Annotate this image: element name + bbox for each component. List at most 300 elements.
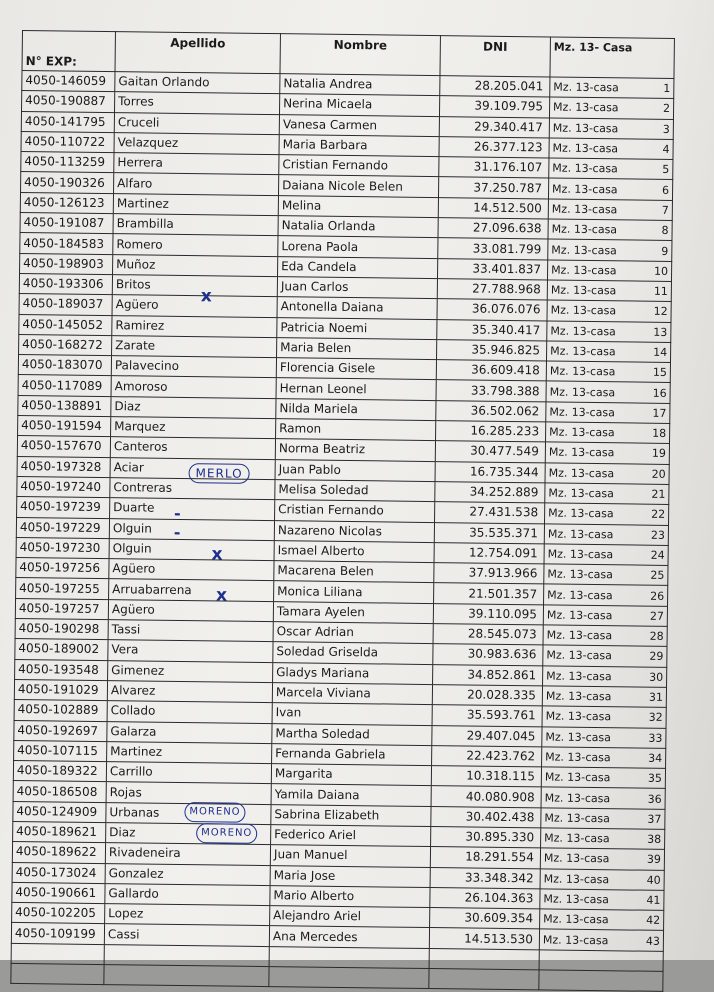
handwritten-x-mark: x (215, 585, 228, 606)
casa-number: 18 (652, 426, 667, 441)
cell-nombre: Sabrina Elizabeth (271, 804, 431, 826)
cell-nombre: Maria Belen (277, 337, 437, 359)
cell-exp: 4050-117089 (18, 375, 111, 396)
cell-manzana-casa (543, 666, 667, 688)
manzana-label: Mz. 13-casa (552, 141, 619, 156)
manzana-label: Mz. 13-casa (546, 628, 613, 643)
casa-number: 2 (663, 102, 671, 116)
manzana-label: Mz. 13-casa (549, 385, 616, 399)
manzana-label: Mz. 13-casa (544, 790, 611, 805)
header-apellido: Apellido (115, 32, 280, 74)
casa-number: 28 (649, 629, 664, 644)
cell-exp: 4050-124909 (13, 801, 106, 822)
cell-manzana-casa (547, 320, 671, 342)
cell-apellido: Urbanas (106, 802, 271, 824)
cell-dni: 36.609.418 (436, 360, 546, 382)
manzana-label: Mz. 13-casa (553, 80, 619, 95)
handwritten-dash-mark: - (173, 522, 181, 542)
cell-nombre: Cristian Fernando (279, 155, 439, 177)
cell-exp: 4050-189622 (12, 842, 105, 863)
cell-manzana-casa (550, 77, 674, 99)
cell-manzana-casa (542, 706, 666, 728)
cell-apellido: Vera (108, 640, 273, 662)
cell-dni: 30.477.549 (435, 441, 545, 463)
cell-apellido: Martinez (107, 741, 272, 763)
manzana-label: Mz. 13-casa (543, 872, 610, 886)
cell-dni: 18.291.554 (430, 847, 540, 869)
manzana-label: Mz. 13-casa (543, 912, 609, 927)
manzana-label: Mz. 13-casa (548, 445, 615, 460)
cell-apellido: Gonzalez (105, 863, 270, 885)
cell-dni: 30.983.636 (433, 644, 543, 666)
cell-dni: 28.545.073 (433, 624, 543, 646)
empty-cell (429, 969, 539, 991)
casa-number: 34 (648, 751, 663, 765)
manzana-label: Mz. 13-casa (551, 242, 617, 257)
cell-exp: 4050-102205 (12, 903, 105, 924)
cell-exp: 4050-102889 (14, 700, 107, 721)
cell-apellido: Contreras (110, 478, 275, 500)
cell-nombre: Daiana Nicole Belen (278, 175, 438, 197)
cell-apellido: Palavecino (111, 356, 276, 378)
cell-apellido: Marquez (111, 417, 276, 439)
cell-nombre: Marcela Viviana (272, 683, 432, 705)
cell-nombre: Cristian Fernando (275, 500, 435, 522)
cell-nombre: Fernanda Gabriela (272, 743, 432, 765)
casa-number: 17 (652, 406, 667, 420)
cell-dni: 29.407.045 (432, 725, 542, 747)
empty-cell (11, 943, 104, 964)
cell-dni: 35.593.761 (432, 705, 542, 727)
cell-apellido: Olguin (109, 518, 274, 540)
cell-apellido: Collado (107, 701, 272, 723)
header-dni: DNI (440, 36, 550, 77)
casa-number: 24 (650, 548, 665, 562)
casa-number: 19 (651, 447, 666, 461)
cell-dni: 30.609.354 (430, 908, 540, 930)
cell-apellido: Gimenez (108, 660, 273, 682)
cell-manzana-casa (547, 280, 671, 302)
cell-exp: 4050-197230 (16, 537, 109, 558)
cell-exp: 4050-145052 (19, 314, 112, 335)
cell-dni: 10.318.115 (431, 766, 541, 788)
cell-exp: 4050-157670 (17, 436, 110, 457)
cell-exp: 4050-173024 (12, 862, 105, 883)
casa-number: 4 (662, 142, 670, 156)
cell-nombre: Yamila Daiana (271, 784, 431, 806)
cell-apellido: Diaz (111, 396, 276, 418)
cell-exp: 4050-197255 (16, 578, 109, 599)
cell-manzana-casa (545, 483, 669, 505)
manzana-label: Mz. 13-casa (543, 892, 609, 907)
empty-cell (539, 970, 663, 992)
casa-number: 1 (663, 81, 671, 96)
cell-manzana-casa (544, 564, 668, 586)
manzana-label: Mz. 13-casa (551, 222, 618, 237)
cell-dni: 26.104.363 (430, 887, 540, 909)
manzana-label: Mz. 13-casa (547, 547, 614, 562)
cell-exp: 4050-184583 (20, 233, 113, 254)
cell-exp: 4050-193548 (15, 659, 108, 680)
empty-cell (269, 946, 429, 968)
casa-number: 35 (647, 771, 662, 786)
cell-exp: 4050-197256 (16, 558, 109, 579)
cell-nombre: Maria Jose (270, 865, 430, 887)
casa-number: 40 (646, 873, 661, 887)
cell-apellido: Galarza (107, 721, 272, 743)
cell-exp: 4050-198903 (20, 253, 113, 274)
manzana-label: Mz. 13-casa (546, 608, 613, 623)
cell-apellido: Amoroso (111, 376, 276, 398)
casa-number: 21 (651, 487, 666, 501)
manzana-label: Mz. 13-casa (546, 669, 612, 684)
beneficiaries-table (10, 30, 675, 992)
handwritten-moreno-note: MORENO (196, 823, 257, 844)
cell-manzana-casa (544, 584, 668, 606)
casa-number: 42 (646, 914, 661, 928)
manzana-label: Mz. 13-casa (550, 303, 617, 318)
empty-cell (104, 944, 269, 966)
cell-dni: 40.080.908 (431, 786, 541, 808)
manzana-label: Mz. 13-casa (549, 425, 615, 440)
cell-apellido: Rojas (106, 782, 271, 804)
manzana-label: Mz. 13-casa (547, 567, 613, 582)
empty-cell (429, 948, 539, 970)
cell-nombre: Nilda Mariela (276, 398, 436, 420)
casa-number: 16 (652, 386, 667, 400)
cell-nombre: Tamara Ayelen (273, 601, 433, 623)
cell-apellido: Gallardo (105, 883, 270, 905)
cell-exp: 4050-190298 (15, 618, 108, 639)
cell-exp: 4050-113259 (21, 152, 114, 173)
casa-number: 10 (654, 264, 669, 278)
manzana-label: Mz. 13-casa (545, 730, 611, 744)
manzana-label: Mz. 13-casa (548, 466, 615, 481)
cell-manzana-casa (545, 463, 669, 485)
cell-dni: 33.401.837 (437, 258, 547, 280)
casa-number: 7 (661, 203, 669, 217)
cell-apellido: Tassi (108, 620, 273, 642)
cell-manzana-casa (540, 889, 664, 911)
cell-manzana-casa (540, 868, 664, 890)
cell-manzana-casa (546, 422, 670, 444)
manzana-label: Mz. 13-casa (548, 506, 614, 521)
cell-dni: 36.076.076 (437, 299, 547, 321)
casa-number: 6 (662, 183, 670, 197)
cell-dni: 34.852.861 (433, 664, 543, 686)
casa-number: 25 (650, 568, 665, 583)
cell-apellido: Canteros (110, 437, 275, 459)
cell-manzana-casa (542, 686, 666, 708)
manzana-label: Mz. 13-casa (552, 121, 619, 136)
cell-dni: 27.431.538 (435, 502, 545, 524)
cell-nombre: Melina (278, 195, 438, 217)
handwritten-moreno-note: MORENO (184, 802, 245, 823)
cell-manzana-casa (542, 726, 666, 748)
casa-number: 13 (653, 325, 668, 339)
cell-dni: 39.110.095 (433, 603, 543, 625)
cell-manzana-casa (540, 848, 664, 870)
cell-nombre: Macarena Belen (274, 561, 434, 583)
empty-cell (269, 967, 429, 989)
cell-exp: 4050-190326 (21, 172, 114, 193)
manzana-label: Mz. 13-casa (543, 851, 610, 866)
cell-manzana-casa (546, 361, 670, 383)
cell-dni: 37.250.787 (438, 177, 548, 199)
manzana-label: Mz. 13-casa (544, 770, 611, 785)
cell-exp: 4050-191029 (14, 679, 107, 700)
cell-exp: 4050-186508 (13, 781, 106, 802)
casa-number: 14 (653, 345, 668, 359)
cell-nombre: Natalia Andrea (280, 74, 440, 96)
cell-apellido: Alfaro (114, 173, 279, 195)
cell-exp: 4050-146059 (22, 71, 115, 92)
cell-manzana-casa (543, 625, 667, 647)
cell-manzana-casa (541, 808, 665, 830)
manzana-label: Mz. 13-casa (546, 648, 612, 663)
cell-dni: 30.402.438 (431, 806, 541, 828)
cell-nombre: Ivan (272, 703, 432, 725)
cell-exp: 4050-191594 (18, 416, 111, 437)
cell-apellido: Agüero (112, 295, 277, 317)
cell-apellido: Arruabarrena (109, 579, 274, 601)
cell-manzana-casa (546, 341, 670, 363)
cell-dni: 37.913.966 (434, 563, 544, 585)
cell-manzana-casa (547, 260, 671, 282)
cell-manzana-casa (541, 767, 665, 789)
cell-apellido: Martinez (113, 193, 278, 215)
cell-nombre: Melisa Soledad (275, 480, 435, 502)
cell-nombre: Eda Candela (278, 256, 438, 278)
cell-dni: 30.895.330 (431, 827, 541, 849)
cell-dni: 29.340.417 (439, 116, 549, 138)
casa-number: 9 (661, 244, 669, 258)
manzana-label: Mz. 13-casa (552, 161, 618, 176)
cell-apellido: Britos (112, 275, 277, 297)
manzana-label: Mz. 13-casa (542, 933, 609, 947)
cell-exp: 4050-190887 (22, 91, 115, 112)
cell-exp: 4050-193306 (19, 273, 112, 294)
casa-number: 23 (650, 528, 665, 542)
casa-number: 27 (649, 609, 664, 623)
cell-dni: 28.205.041 (440, 76, 550, 98)
cell-manzana-casa (541, 828, 665, 850)
manzana-label: Mz. 13-casa (552, 182, 618, 196)
cell-apellido: Agüero (109, 559, 274, 581)
empty-cell (104, 965, 269, 987)
cell-nombre: Nazareno Nicolas (274, 520, 434, 542)
cell-nombre: Monica Liliana (274, 581, 434, 603)
cell-nombre: Martha Soledad (272, 723, 432, 745)
manzana-label: Mz. 13-casa (551, 263, 617, 278)
cell-nombre: Nerina Micaela (279, 94, 439, 116)
cell-nombre: Patricia Noemi (277, 317, 437, 339)
cell-exp: 4050-197257 (15, 598, 108, 619)
manzana-label: Mz. 13-casa (551, 202, 618, 217)
casa-number: 33 (648, 731, 663, 745)
casa-number: 39 (646, 853, 661, 867)
casa-number: 8 (661, 224, 669, 238)
casa-number: 20 (651, 467, 666, 481)
cell-manzana-casa (545, 442, 669, 464)
manzana-label: Mz. 13-casa (550, 324, 616, 338)
cell-nombre: Juan Pablo (275, 459, 435, 481)
cell-nombre: Alejandro Ariel (270, 906, 430, 928)
manzana-label: Mz. 13-casa (553, 100, 619, 115)
cell-exp: 4050-197240 (17, 476, 110, 497)
cell-exp: 4050-138891 (18, 395, 111, 416)
cell-apellido: Olguin (109, 538, 274, 560)
housing-list-sheet (10, 30, 675, 992)
cell-dni: 27.096.638 (438, 218, 548, 240)
cell-apellido: Ramirez (112, 315, 277, 337)
cell-exp: 4050-189002 (15, 639, 108, 660)
manzana-label: Mz. 13-casa (549, 364, 616, 379)
cell-exp: 4050-189621 (13, 821, 106, 842)
cell-dni: 20.028.335 (432, 684, 542, 706)
cell-manzana-casa (548, 239, 672, 261)
cell-exp: 4050-183070 (18, 355, 111, 376)
cell-exp: 4050-109199 (11, 923, 104, 944)
cell-manzana-casa (549, 138, 673, 160)
cell-nombre: Mario Alberto (270, 885, 430, 907)
cell-dni: 39.109.795 (439, 96, 549, 118)
table-body (11, 71, 674, 992)
cell-nombre: Soledad Griselda (273, 642, 433, 664)
casa-number: 26 (650, 589, 665, 603)
manzana-label: Mz. 13-casa (545, 750, 611, 765)
cell-exp: 4050-192697 (14, 720, 107, 741)
cell-nombre: Maria Barbara (279, 135, 439, 157)
cell-apellido: Alvarez (107, 681, 272, 703)
cell-apellido: Cassi (104, 924, 269, 946)
cell-apellido: Romero (113, 234, 278, 256)
cell-dni: 36.502.062 (436, 400, 546, 422)
cell-exp: 4050-110722 (21, 131, 114, 152)
cell-manzana-casa (549, 97, 673, 119)
cell-manzana-casa (548, 199, 672, 221)
cell-dni: 26.377.123 (439, 136, 549, 158)
cell-nombre: Gladys Mariana (273, 662, 433, 684)
casa-number: 38 (647, 832, 662, 846)
manzana-label: Mz. 13-casa (545, 689, 612, 704)
cell-apellido: Herrera (114, 153, 279, 175)
cell-dni: 33.348.342 (430, 867, 540, 889)
cell-manzana-casa (546, 402, 670, 424)
cell-manzana-casa (542, 747, 666, 769)
casa-number: 43 (645, 934, 660, 948)
cell-apellido: Torres (115, 92, 280, 114)
cell-exp: 4050-126123 (20, 192, 113, 213)
cell-nombre: Juan Carlos (277, 277, 437, 299)
cell-nombre: Oscar Adrian (273, 622, 433, 644)
cell-manzana-casa (543, 645, 667, 667)
cell-manzana-casa (546, 381, 670, 403)
cell-manzana-casa (548, 219, 672, 241)
cell-apellido: Gaitan Orlando (115, 72, 280, 94)
cell-dni: 35.340.417 (437, 319, 547, 341)
cell-dni: 35.535.371 (434, 522, 544, 544)
manzana-label: Mz. 13-casa (544, 811, 610, 826)
cell-manzana-casa (539, 929, 663, 951)
cell-apellido: Zarate (112, 335, 277, 357)
cell-apellido: Agüero (108, 599, 273, 621)
cell-nombre: Hernan Leonel (276, 378, 436, 400)
cell-dni: 16.735.344 (435, 461, 545, 483)
cell-exp: 4050-168272 (19, 334, 112, 355)
cell-dni: 34.252.889 (435, 482, 545, 504)
cell-dni: 33.081.799 (438, 238, 548, 260)
cell-apellido: Lopez (105, 904, 270, 926)
casa-number: 37 (647, 812, 662, 826)
handwritten-dash-mark: - (173, 503, 181, 523)
cell-manzana-casa (544, 523, 668, 545)
handwritten-x-mark: x (211, 544, 223, 565)
cell-apellido: Carrillo (106, 762, 271, 784)
casa-number: 31 (648, 690, 663, 704)
cell-exp: 4050-189037 (19, 294, 112, 315)
cell-manzana-casa (544, 544, 668, 566)
cell-apellido: Velazquez (114, 133, 279, 155)
casa-number: 30 (649, 670, 664, 684)
cell-exp: 4050-197328 (17, 456, 110, 477)
cell-manzana-casa (540, 909, 664, 931)
manzana-label: Mz. 13-casa (550, 344, 616, 359)
casa-number: 32 (648, 711, 663, 725)
handwritten-merlo-note: MERLO (188, 463, 249, 484)
cell-dni: 21.501.357 (434, 583, 544, 605)
casa-number: 3 (662, 122, 670, 136)
cell-exp: 4050-190661 (12, 882, 105, 903)
cell-apellido: Diaz (106, 823, 271, 845)
manzana-label: Mz. 13-casa (548, 486, 614, 501)
cell-dni: 35.946.825 (437, 339, 547, 361)
cell-exp: 4050-197229 (16, 517, 109, 538)
manzana-label: Mz. 13-casa (547, 527, 614, 541)
cell-nombre: Ramon (276, 419, 436, 441)
cell-nombre: Juan Manuel (270, 845, 430, 867)
cell-nombre: Lorena Paola (278, 236, 438, 258)
cell-nombre: Natalia Orlanda (278, 216, 438, 238)
cell-manzana-casa (543, 605, 667, 627)
cell-dni: 22.423.762 (432, 745, 542, 767)
cell-manzana-casa (549, 158, 673, 180)
cell-nombre: Federico Ariel (271, 825, 431, 847)
casa-number: 11 (653, 284, 668, 299)
cell-exp: 4050-191087 (20, 213, 113, 234)
cell-apellido: Muñoz (113, 254, 278, 276)
manzana-label: Mz. 13-casa (545, 709, 612, 724)
cell-nombre: Antonella Daiana (277, 297, 437, 319)
manzana-label: Mz. 13-casa (549, 405, 615, 420)
cell-manzana-casa (548, 178, 672, 200)
manzana-label: Mz. 13-casa (544, 831, 610, 846)
cell-manzana-casa (547, 300, 671, 322)
casa-number: 12 (653, 305, 668, 319)
cell-nombre: Florencia Gisele (276, 358, 436, 380)
cell-nombre: Ismael Alberto (274, 540, 434, 562)
empty-cell (539, 950, 663, 972)
cell-apellido: Aciar (110, 457, 275, 479)
cell-manzana-casa (549, 118, 673, 140)
cell-exp: 4050-141795 (21, 111, 114, 132)
cell-apellido: Brambilla (113, 214, 278, 236)
cell-nombre: Norma Beatriz (275, 439, 435, 461)
cell-exp: 4050-107115 (14, 740, 107, 761)
cell-apellido: Duarte (110, 498, 275, 520)
empty-cell (11, 963, 104, 984)
casa-number: 22 (651, 508, 666, 522)
